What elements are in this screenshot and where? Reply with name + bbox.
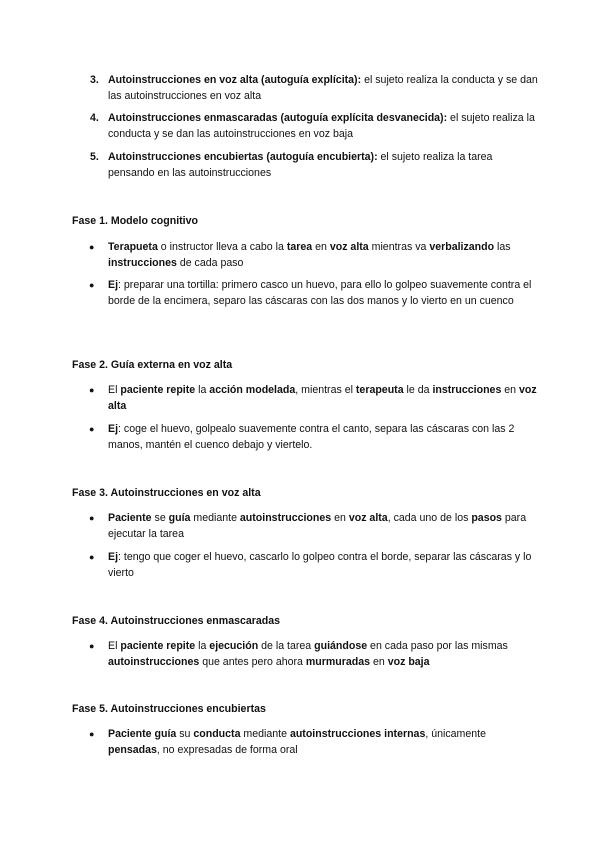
text-run: : tengo que coger el huevo, cascarlo lo golpeo contra el borde, separar las cáscaras y lo vierto — [108, 551, 532, 579]
phase-4-heading: Fase 4. Autoinstrucciones enmascaradas — [72, 615, 281, 627]
text-run: : preparar una tortilla: primero casco un huevo, para ello lo golpeo suavemente contra el borde de la encimera, separo las cáscaras con las dos manos y lo vierto en un cuenco — [108, 279, 532, 307]
text-run: , únicamente — [425, 728, 486, 740]
bold-run: voz baja — [387, 656, 430, 668]
numbered-item-3 — [90, 72, 538, 104]
item-title: Autoinstrucciones en voz alta (autoguía explícita): — [108, 74, 362, 86]
bold-run: tarea — [286, 241, 313, 253]
bold-run: pasos — [471, 512, 502, 524]
text-run: , cada uno de los — [387, 512, 472, 524]
text-run: se — [151, 512, 169, 524]
bold-run: Paciente guía — [108, 728, 177, 740]
text-run: la — [195, 640, 210, 652]
bold-run: voz alta — [348, 512, 388, 524]
text-run: , mientras el — [295, 384, 356, 396]
text-run: de la tarea — [258, 640, 315, 652]
bold-run: conducta — [193, 728, 241, 740]
text-run: en — [501, 384, 520, 396]
phase-2-bullet-1 — [89, 382, 538, 414]
bullet-icon: ● — [89, 385, 95, 395]
text-run: mediante — [240, 728, 290, 740]
phase-3-bullet-1 — [89, 510, 538, 542]
bold-run: Paciente — [108, 512, 152, 524]
bold-run: Ej — [108, 279, 119, 291]
text-run: para ejecutar la tarea — [108, 512, 527, 540]
text-run: en — [331, 512, 349, 524]
text-run: : coge el huevo, golpealo suavemente contra el canto, separa las cáscaras con las 2 manos, mantén el cuenco debajo y viertelo. — [108, 423, 515, 451]
item-text: el sujeto realiza la conducta y se dan las autoinstrucciones en voz baja — [108, 112, 535, 140]
bullet-icon: ● — [89, 242, 95, 252]
bold-run: Ej — [108, 423, 119, 435]
item-number: 5. — [90, 151, 99, 163]
text-run: mientras va — [368, 241, 430, 253]
bold-run: guiándose — [314, 640, 368, 652]
numbered-item-4 — [90, 110, 538, 142]
phase-4-bullet-1 — [89, 638, 538, 670]
bold-run: terapeuta — [355, 384, 404, 396]
bold-run: voz alta — [329, 241, 369, 253]
phase-5-heading: Fase 5. Autoinstrucciones encubiertas — [72, 703, 266, 715]
bold-run: paciente repite — [120, 640, 196, 652]
item-number: 4. — [90, 112, 99, 124]
bullet-text — [108, 728, 486, 756]
bullet-icon: ● — [89, 552, 95, 562]
text-run: en — [370, 656, 388, 668]
bold-run: acción modelada — [209, 384, 296, 396]
item-title: Autoinstrucciones encubiertas (autoguía encubierta): — [108, 151, 378, 163]
text-run: El — [108, 640, 121, 652]
bullet-icon: ● — [89, 641, 95, 651]
text-run: El — [108, 384, 121, 396]
phase-5-bullet-1 — [89, 726, 538, 758]
numbered-item-5 — [90, 149, 538, 181]
phase-1-bullet-2 — [89, 277, 538, 309]
item-number: 3. — [90, 74, 99, 86]
bold-run: paciente repite — [120, 384, 196, 396]
bullet-icon: ● — [89, 513, 95, 523]
bold-run: instrucciones — [432, 384, 502, 396]
item-title: Autoinstrucciones enmascaradas (autoguía explícita desvanecida): — [108, 112, 448, 124]
text-run: la — [195, 384, 210, 396]
phase-2-bullet-2 — [89, 421, 538, 453]
bullet-text — [108, 384, 537, 412]
text-run: que antes pero ahora — [199, 656, 306, 668]
bullet-icon: ● — [89, 424, 95, 434]
phase-1-bullet-1 — [89, 239, 538, 271]
text-run: o instructor lleva a cabo la — [157, 241, 287, 253]
bullet-icon: ● — [89, 729, 95, 739]
bullet-icon: ● — [89, 280, 95, 290]
bold-run: guía — [168, 512, 191, 524]
bold-run: instrucciones — [108, 257, 177, 269]
phase-1-heading: Fase 1. Modelo cognitivo — [72, 215, 198, 227]
text-run: le da — [403, 384, 433, 396]
bold-run: autoinstrucciones — [239, 512, 332, 524]
bold-run: voz alta — [108, 384, 537, 412]
bold-run: autoinstrucciones — [108, 656, 200, 668]
text-run: en — [312, 241, 330, 253]
bullet-text — [108, 241, 511, 269]
text-run: , no expresadas de forma oral — [156, 744, 298, 756]
text-run: mediante — [190, 512, 240, 524]
bullet-text — [108, 551, 531, 579]
text-run: de cada paso — [176, 257, 244, 269]
item-text: el sujeto realiza la conducta y se dan las autoinstrucciones en voz alta — [108, 74, 538, 102]
bold-run: autoinstrucciones internas — [289, 728, 426, 740]
phase-3-bullet-2 — [89, 549, 538, 581]
bold-run: Terapueta — [108, 241, 158, 253]
text-run: su — [176, 728, 194, 740]
bold-run: murmuradas — [305, 656, 371, 668]
bold-run: Ej — [108, 551, 119, 563]
bullet-text — [108, 279, 531, 307]
bold-run: pensadas — [108, 744, 157, 756]
text-run: en cada paso por las mismas — [367, 640, 508, 652]
phase-2-heading: Fase 2. Guía externa en voz alta — [72, 359, 233, 371]
bullet-text — [108, 512, 526, 540]
bullet-text — [108, 423, 514, 451]
text-run: las — [494, 241, 511, 253]
phase-3-heading: Fase 3. Autoinstrucciones en voz alta — [72, 487, 261, 499]
item-text: el sujeto realiza la tarea pensando en las autoinstrucciones — [108, 151, 493, 179]
bold-run: ejecución — [209, 640, 259, 652]
bullet-text — [108, 640, 508, 668]
bold-run: verbalizando — [429, 241, 495, 253]
